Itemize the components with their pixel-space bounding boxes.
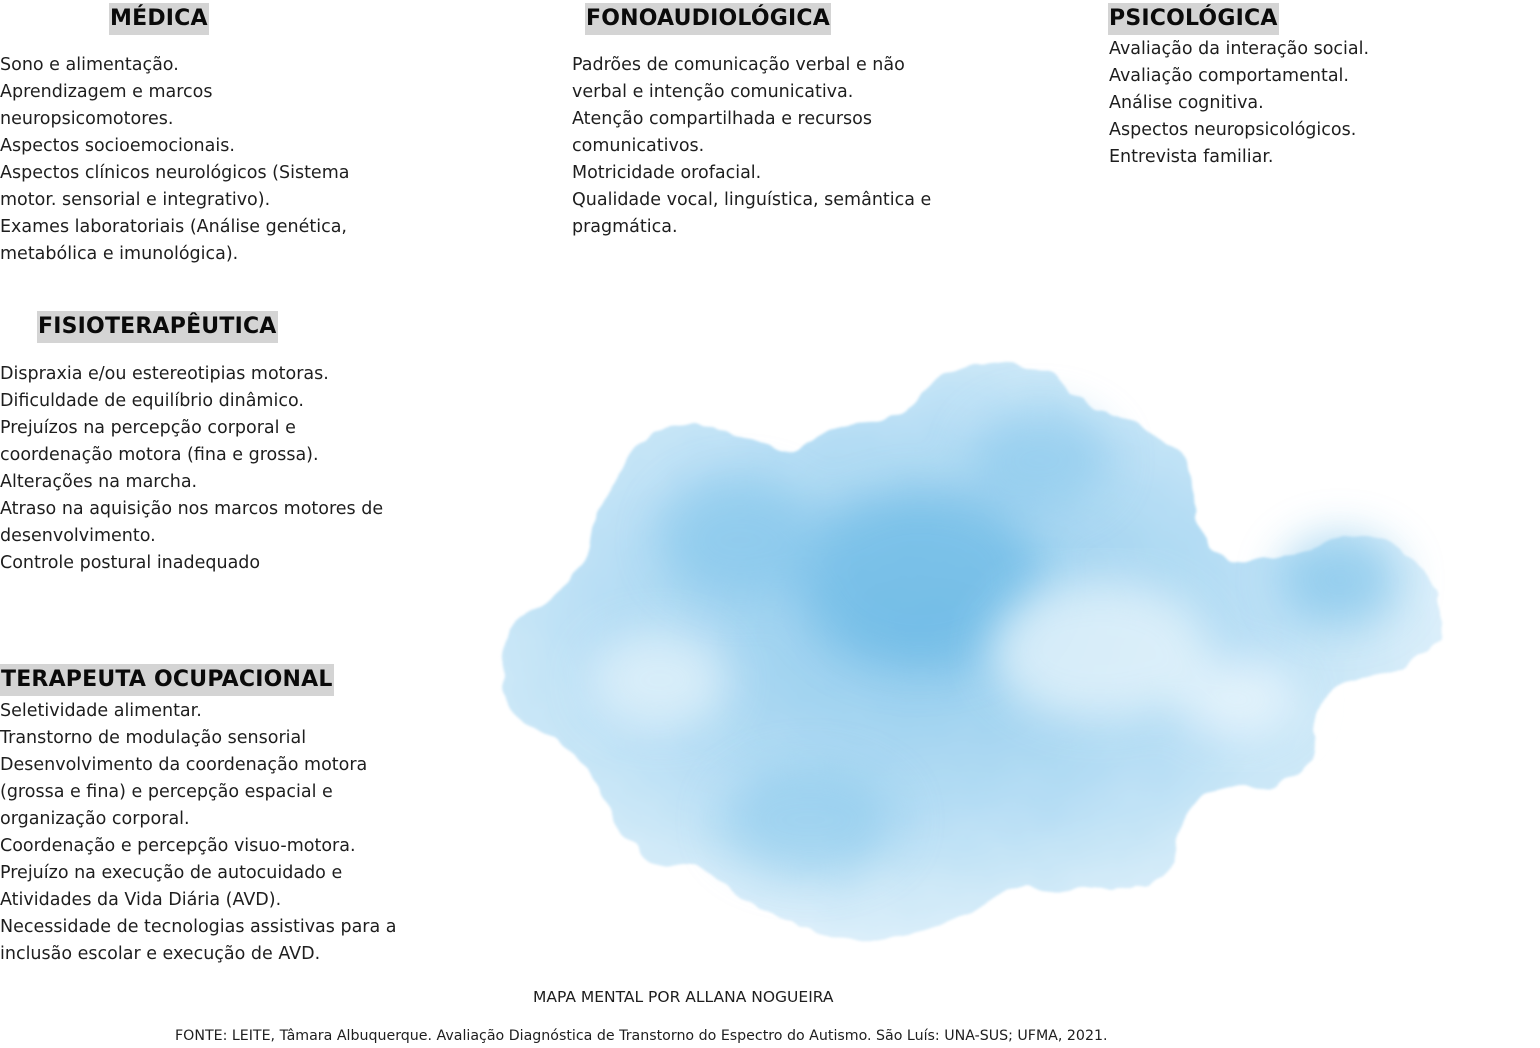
section-title-fisio: FISIOTERAPÊUTICA [37, 311, 278, 343]
list-item: Aspectos clínicos neurológicos (Sistema motor. sensorial e integrativo). [0, 163, 350, 210]
list-item: Avaliação comportamental. [1109, 66, 1349, 86]
list-item: Transtorno de modulação sensorial [0, 728, 307, 748]
section-title-psico: PSICOLÓGICA [1108, 3, 1279, 35]
section-title-medica: MÉDICA [109, 3, 209, 35]
list-item: Seletividade alimentar. [0, 701, 202, 721]
author-credit: MAPA MENTAL POR ALLANA NOGUEIRA [533, 988, 834, 1006]
section-list-to [0, 698, 412, 968]
list-item: Exames laboratoriais (Análise genética, metabólica e imunológica). [0, 217, 347, 264]
list-item: Atraso na aquisição nos marcos motores de desenvolvimento. [0, 499, 384, 546]
list-item: Prejuízos na percepção corporal e coordenação motora (fina e grossa). [0, 418, 319, 465]
section-list-medica [0, 52, 380, 268]
list-item: Coordenação e percepção visuo-motora. [0, 836, 356, 856]
list-item: Padrões de comunicação verbal e não verbal e intenção comunicativa. [572, 55, 905, 102]
source-citation: FONTE: LEITE, Tâmara Albuquerque. Avaliação Diagnóstica de Transtorno do Espectro do Autismo. São Luís: UNA-SUS; UFMA, 2021. [175, 1028, 1108, 1044]
list-item: Atenção compartilhada e recursos comunicativos. [572, 109, 872, 156]
list-item: Qualidade vocal, linguística, semântica e pragmática. [572, 190, 932, 237]
list-item: Controle postural inadequado [0, 553, 261, 573]
watercolor-cloud-icon [480, 350, 1460, 950]
list-item: Aspectos neuropsicológicos. [1109, 120, 1357, 140]
section-list-psico [1109, 36, 1509, 171]
section-title-fono: FONOAUDIOLÓGICA [585, 3, 831, 35]
list-item: Alterações na marcha. [0, 472, 198, 492]
list-item: Aspectos socioemocionais. [0, 136, 235, 156]
section-list-fisio [0, 361, 410, 577]
section-list-fono [572, 52, 932, 241]
list-item: Prejuízo na execução de autocuidado e Atividades da Vida Diária (AVD). [0, 863, 343, 910]
list-item: Avaliação da interação social. [1109, 39, 1370, 59]
list-item: Análise cognitiva. [1109, 93, 1264, 113]
list-item: Sono e alimentação. [0, 55, 179, 75]
list-item: Desenvolvimento da coordenação motora (grossa e fina) e percepção espacial e organização corporal. [0, 755, 368, 829]
section-title-to: TERAPEUTA OCUPACIONAL [0, 664, 334, 696]
list-item: Aprendizagem e marcos neuropsicomotores. [0, 82, 213, 129]
list-item: Dispraxia e/ou estereotipias motoras. [0, 364, 329, 384]
list-item: Necessidade de tecnologias assistivas para a inclusão escolar e execução de AVD. [0, 917, 397, 964]
list-item: Motricidade orofacial. [572, 163, 762, 183]
list-item: Entrevista familiar. [1109, 147, 1274, 167]
list-item: Dificuldade de equilíbrio dinâmico. [0, 391, 304, 411]
